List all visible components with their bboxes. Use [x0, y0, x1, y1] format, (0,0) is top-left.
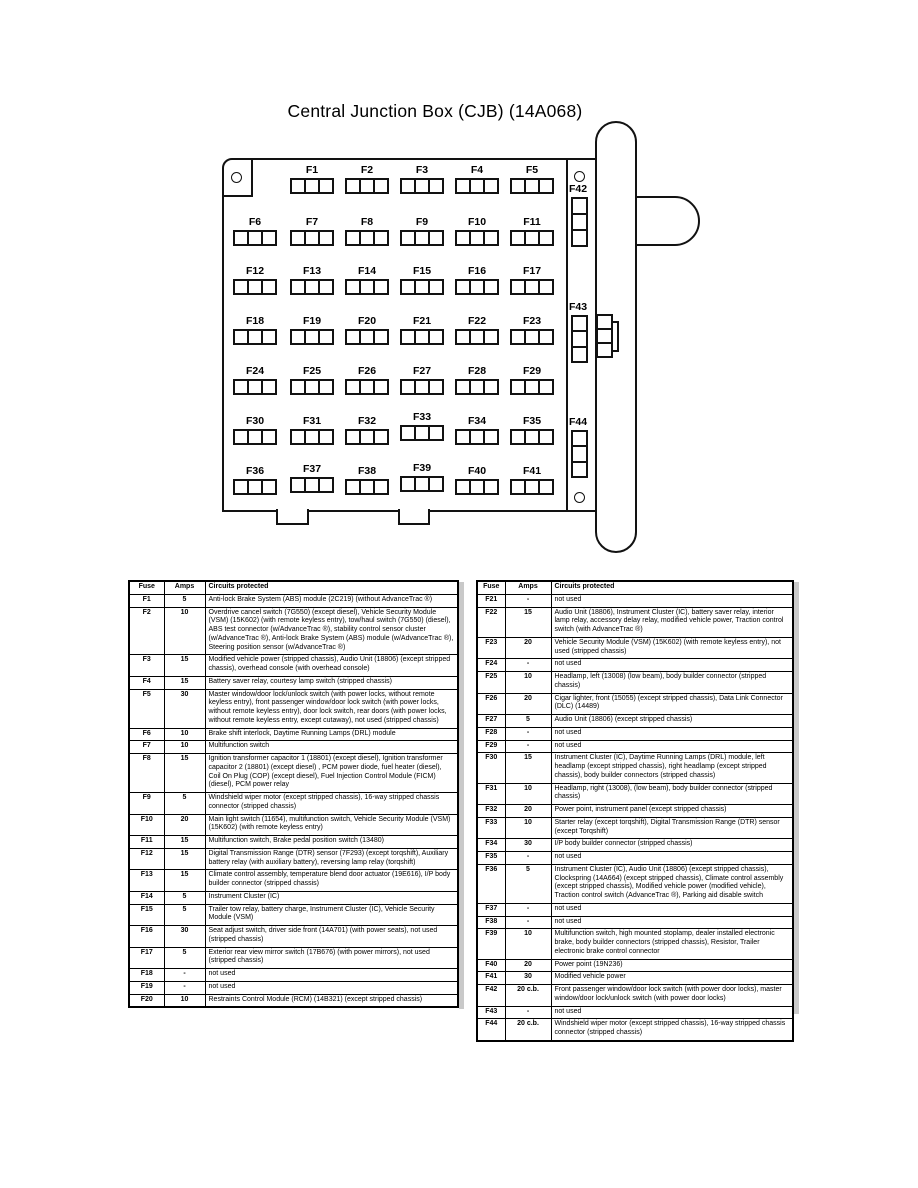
- amps-cell: 15: [164, 676, 205, 689]
- circuits-cell: Multifunction switch, Brake pedal position switch (13480): [205, 836, 458, 849]
- table-row: [129, 947, 458, 969]
- column-header-fuse: Fuse: [129, 581, 164, 594]
- circuits-cell: Audio Unit (18806) (except stripped chassis): [551, 715, 793, 728]
- circuits-cell: Front passenger window/door lock switch (with power door locks), master window/door lock/unlock switch (with power door locks): [551, 985, 793, 1007]
- table-row: [129, 607, 458, 655]
- fuse-label-F10: F10: [467, 216, 487, 228]
- fuse-table-right: [476, 580, 794, 1042]
- fuse-F43: [571, 315, 588, 363]
- table-row: [477, 1019, 793, 1041]
- fuse-F32: [345, 429, 389, 445]
- fuse-id-cell: F10: [129, 814, 164, 836]
- fuse-label-F8: F8: [360, 216, 374, 228]
- fuse-label-F16: F16: [467, 265, 487, 277]
- fuse-F10: [455, 230, 499, 246]
- fuse-id-cell: F6: [129, 728, 164, 741]
- fuse-F22: [455, 329, 499, 345]
- table-row: [477, 864, 793, 903]
- fuse-label-F4: F4: [470, 164, 484, 176]
- amps-cell: -: [505, 1006, 551, 1019]
- amps-cell: 20: [505, 959, 551, 972]
- fuse-F6: [233, 230, 277, 246]
- table-row: [477, 594, 793, 607]
- table-row: [477, 817, 793, 839]
- amps-cell: -: [164, 981, 205, 994]
- fuse-label-F40: F40: [467, 465, 487, 477]
- fuse-F25: [290, 379, 334, 395]
- amps-cell: 20: [505, 637, 551, 659]
- amps-cell: 10: [164, 607, 205, 655]
- amps-cell: 5: [505, 864, 551, 903]
- fuse-label-F13: F13: [302, 265, 322, 277]
- fuse-F5: [510, 178, 554, 194]
- fuse-label-F15: F15: [412, 265, 432, 277]
- circuits-cell: Exterior rear view mirror switch (17B676) (with power mirrors), not used (stripped chassis): [205, 947, 458, 969]
- fuse-id-cell: F40: [477, 959, 505, 972]
- circuits-cell: not used: [551, 659, 793, 672]
- circuits-cell: Master window/door lock/unlock switch (with power locks, without remote keyless entry), front passenger window/door lock switch (with power locks, without remote keyless entry), door lock switch, rear doors (with power locks, without remote keyless entry, except cutaway), not used (stripped chassis): [205, 689, 458, 728]
- fuse-F9: [400, 230, 444, 246]
- fuse-label-F26: F26: [357, 365, 377, 377]
- fuse-id-cell: F19: [129, 981, 164, 994]
- fuse-label-F33: F33: [412, 411, 432, 423]
- amps-cell: 10: [164, 994, 205, 1007]
- fuse-label-F2: F2: [360, 164, 374, 176]
- amps-cell: 5: [505, 715, 551, 728]
- fuse-F18: [233, 329, 277, 345]
- fuse-id-cell: F31: [477, 783, 505, 805]
- amps-cell: 15: [505, 753, 551, 783]
- amps-cell: 30: [505, 972, 551, 985]
- amps-cell: -: [505, 852, 551, 865]
- amps-cell: 10: [505, 783, 551, 805]
- circuits-cell: Main light switch (11654), multifunction switch, Vehicle Security Module (VSM) (15K602) (with remote keyless entry): [205, 814, 458, 836]
- circuits-cell: not used: [551, 916, 793, 929]
- amps-cell: 30: [505, 839, 551, 852]
- table-row: [129, 676, 458, 689]
- amps-cell: 20 c.b.: [505, 985, 551, 1007]
- fuse-id-cell: F20: [129, 994, 164, 1007]
- table-row: [129, 870, 458, 892]
- table-row: [129, 969, 458, 982]
- column-header-amps: Amps: [505, 581, 551, 594]
- fuse-id-cell: F5: [129, 689, 164, 728]
- table-row: [129, 754, 458, 793]
- fuse-id-cell: F44: [477, 1019, 505, 1041]
- fuse-id-cell: F26: [477, 693, 505, 715]
- fuse-id-cell: F9: [129, 793, 164, 815]
- table-row: [477, 805, 793, 818]
- circuits-cell: Headlamp, right (13008), (low beam), body builder connector (stripped chassis): [551, 783, 793, 805]
- circuits-cell: Seat adjust switch, driver side front (14A701) (with power seats), not used (stripped chassis): [205, 926, 458, 948]
- fuse-label-F11: F11: [523, 216, 541, 228]
- circuits-cell: not used: [551, 1006, 793, 1019]
- fuse-F30: [233, 429, 277, 445]
- mounting-hole: [231, 172, 242, 183]
- table-row: [129, 836, 458, 849]
- circuits-cell: Overdrive cancel switch (7G550) (except diesel), Vehicle Security Module (VSM) (15K602) (with remote keyless entry), tow/haul switch (7G550) (diesel), ABS test connector (w/AdvanceTrac ®), stability control sensor cluster (w/AdvanceTrac ®), Anti-lock Brake System (ABS) module (w/AdvanceTrac ®), Steering position sensor (w/AdvanceTrac ®): [205, 607, 458, 655]
- table-row: [477, 637, 793, 659]
- table-row: [477, 839, 793, 852]
- column-header-circuits-protected: Circuits protected: [205, 581, 458, 594]
- fuse-F3: [400, 178, 444, 194]
- circuits-cell: Multifunction switch, high mounted stoplamp, dealer installed electronic brake, body builder connectors (stripped chassis), Resistor, Trailer electronic brake control connector: [551, 929, 793, 959]
- table-row: [129, 741, 458, 754]
- fuse-label-F35: F35: [522, 415, 542, 427]
- fuse-F38: [345, 479, 389, 495]
- fuse-F41: [510, 479, 554, 495]
- table-row: [129, 814, 458, 836]
- fuse-id-cell: F13: [129, 870, 164, 892]
- fuse-F35: [510, 429, 554, 445]
- fuse-label-F34: F34: [467, 415, 487, 427]
- fuse-label-F38: F38: [357, 465, 377, 477]
- fuse-F19: [290, 329, 334, 345]
- fuse-label-F31: F31: [302, 415, 322, 427]
- fuse-id-cell: F30: [477, 753, 505, 783]
- fuse-F39: [400, 476, 444, 492]
- fuse-id-cell: F34: [477, 839, 505, 852]
- fuse-F28: [455, 379, 499, 395]
- amps-cell: 20 c.b.: [505, 1019, 551, 1041]
- fuse-id-cell: F4: [129, 676, 164, 689]
- circuits-cell: Instrument Cluster (IC), Audio Unit (18806) (except stripped chassis), Clockspring (14A664) (except stripped chassis), Climate control assembly (except stripped chassis), Modified vehicle power (modified vehicle), Traction control switch (AdvanceTrac ®), Parking aid disable switch: [551, 864, 793, 903]
- fuse-label-F30: F30: [245, 415, 265, 427]
- circuits-cell: not used: [551, 594, 793, 607]
- table-row: [477, 972, 793, 985]
- table-row: [129, 994, 458, 1007]
- table-row: [477, 959, 793, 972]
- fuse-label-F17: F17: [522, 265, 542, 277]
- fuse-id-cell: F29: [477, 740, 505, 753]
- amps-cell: 30: [164, 926, 205, 948]
- fuse-F12: [233, 279, 277, 295]
- table-row: [477, 753, 793, 783]
- fuse-label-F21: F21: [412, 315, 432, 327]
- table-row: [477, 916, 793, 929]
- circuits-cell: Windshield wiper motor (except stripped chassis), 16-way stripped chassis connector (stripped chassis): [205, 793, 458, 815]
- circuits-cell: Trailer tow relay, battery charge, Instrument Cluster (IC), Vehicle Security Module (VSM): [205, 904, 458, 926]
- fuse-F20: [345, 329, 389, 345]
- fuse-F7: [290, 230, 334, 246]
- circuits-cell: Cigar lighter, front (15055) (except stripped chassis), Data Link Connector (DLC) (14489): [551, 693, 793, 715]
- fuse-F11: [510, 230, 554, 246]
- column-header-amps: Amps: [164, 581, 205, 594]
- amps-cell: 10: [505, 672, 551, 694]
- amps-cell: 15: [164, 870, 205, 892]
- amps-cell: 15: [164, 836, 205, 849]
- fuse-id-cell: F25: [477, 672, 505, 694]
- amps-cell: -: [164, 969, 205, 982]
- fuse-F15: [400, 279, 444, 295]
- amps-cell: 15: [164, 754, 205, 793]
- fuse-F24: [233, 379, 277, 395]
- fuse-label-F18: F18: [245, 315, 265, 327]
- fuse-label-F12: F12: [245, 265, 265, 277]
- fuse-id-cell: F38: [477, 916, 505, 929]
- table-row: [477, 715, 793, 728]
- amps-cell: -: [505, 740, 551, 753]
- circuits-cell: not used: [551, 740, 793, 753]
- fuse-id-cell: F27: [477, 715, 505, 728]
- table-row: [477, 1006, 793, 1019]
- table-row: [477, 903, 793, 916]
- table-row: [129, 981, 458, 994]
- circuits-cell: I/P body builder connector (stripped chassis): [551, 839, 793, 852]
- table-row: [477, 740, 793, 753]
- fuse-label-F39: F39: [412, 462, 432, 474]
- amps-cell: -: [505, 727, 551, 740]
- fuse-F44: [571, 430, 588, 478]
- fuse-label-F29: F29: [522, 365, 542, 377]
- amps-cell: 30: [164, 689, 205, 728]
- circuits-cell: not used: [205, 969, 458, 982]
- fuse-F27: [400, 379, 444, 395]
- fuse-label-F25: F25: [302, 365, 322, 377]
- fuse-F1: [290, 178, 334, 194]
- fuse-label-F23: F23: [522, 315, 542, 327]
- fuse-label-F3: F3: [415, 164, 429, 176]
- fuse-id-cell: F11: [129, 836, 164, 849]
- fuse-id-cell: F7: [129, 741, 164, 754]
- circuits-cell: Multifunction switch: [205, 741, 458, 754]
- circuits-cell: not used: [205, 981, 458, 994]
- circuits-cell: Starter relay (except torqshift), Digital Transmission Range (DTR) sensor (except Torqshift): [551, 817, 793, 839]
- circuits-cell: Instrument Cluster (IC): [205, 891, 458, 904]
- table-row: [477, 783, 793, 805]
- fuse-id-cell: F18: [129, 969, 164, 982]
- fuse-label-F32: F32: [357, 415, 377, 427]
- fuse-id-cell: F14: [129, 891, 164, 904]
- table-row: [477, 607, 793, 637]
- fuse-F37: [290, 477, 334, 493]
- fuse-label-F9: F9: [415, 216, 429, 228]
- amps-cell: 5: [164, 891, 205, 904]
- bottom-notch: [398, 509, 430, 525]
- circuits-cell: Instrument Cluster (IC), Daytime Running Lamps (DRL) module, left headlamp (except stripped chassis), right headlamp (except stripped chassis), body builder connectors (stripped chassis): [551, 753, 793, 783]
- fuse-label-F19: F19: [302, 315, 322, 327]
- fuse-F23: [510, 329, 554, 345]
- amps-cell: 5: [164, 904, 205, 926]
- fuse-label-F1: F1: [305, 164, 319, 176]
- table-row: [129, 594, 458, 607]
- bottom-notch: [276, 509, 309, 525]
- fuse-id-cell: F8: [129, 754, 164, 793]
- fusebox-inner-divider: [566, 160, 568, 510]
- circuits-cell: not used: [551, 903, 793, 916]
- circuits-cell: Audio Unit (18806), Instrument Cluster (IC), battery saver relay, interior lamp relay, accessory delay relay, modified vehicle power, Traction control switch (with AdvanceTrac ®): [551, 607, 793, 637]
- connector-latch: [596, 314, 613, 358]
- fuse-label-F22: F22: [467, 315, 487, 327]
- table-shadow: [794, 582, 799, 1014]
- fuse-id-cell: F24: [477, 659, 505, 672]
- table-row: [129, 793, 458, 815]
- circuits-cell: Vehicle Security Module (VSM) (15K602) (with remote keyless entry), not used (stripped chassis): [551, 637, 793, 659]
- fuse-F4: [455, 178, 499, 194]
- fuse-F26: [345, 379, 389, 395]
- circuits-cell: Modified vehicle power: [551, 972, 793, 985]
- circuits-cell: Restraints Control Module (RCM) (14B321) (except stripped chassis): [205, 994, 458, 1007]
- table-row: [129, 689, 458, 728]
- table-row: [129, 728, 458, 741]
- side-tab-shape: [634, 196, 700, 246]
- fuse-F14: [345, 279, 389, 295]
- circuits-cell: not used: [551, 852, 793, 865]
- column-header-circuits-protected: Circuits protected: [551, 581, 793, 594]
- fuse-label-F44: F44: [569, 416, 588, 428]
- amps-cell: 10: [164, 728, 205, 741]
- table-row: [477, 672, 793, 694]
- fuse-F31: [290, 429, 334, 445]
- amps-cell: 5: [164, 793, 205, 815]
- fuse-label-F6: F6: [248, 216, 262, 228]
- column-header-fuse: Fuse: [477, 581, 505, 594]
- fuse-label-F20: F20: [357, 315, 377, 327]
- mounting-hole: [574, 492, 585, 503]
- fuse-F34: [455, 429, 499, 445]
- table-header-row: [477, 581, 793, 594]
- table-row: [477, 929, 793, 959]
- table-row: [477, 727, 793, 740]
- circuits-cell: Power point, instrument panel (except stripped chassis): [551, 805, 793, 818]
- fuse-F17: [510, 279, 554, 295]
- fuse-label-F24: F24: [245, 365, 265, 377]
- circuits-cell: Anti-lock Brake System (ABS) module (2C219) (without AdvanceTrac ®): [205, 594, 458, 607]
- fuse-F40: [455, 479, 499, 495]
- amps-cell: 15: [505, 607, 551, 637]
- fuse-id-cell: F43: [477, 1006, 505, 1019]
- circuits-cell: Headlamp, left (13008) (low beam), body builder connector (stripped chassis): [551, 672, 793, 694]
- circuits-cell: Climate control assembly, temperature blend door actuator (19E616), I/P body builder connector (stripped chassis): [205, 870, 458, 892]
- circuits-cell: not used: [551, 727, 793, 740]
- circuits-cell: Modified vehicle power (stripped chassis), Audio Unit (18806) (except stripped chassis), overhead console (with overhead console): [205, 655, 458, 677]
- fuse-id-cell: F41: [477, 972, 505, 985]
- amps-cell: -: [505, 594, 551, 607]
- fuse-label-F27: F27: [412, 365, 432, 377]
- table-row: [477, 693, 793, 715]
- amps-cell: -: [505, 903, 551, 916]
- fuse-F8: [345, 230, 389, 246]
- table-shadow: [459, 582, 464, 1009]
- table-row: [477, 659, 793, 672]
- circuits-cell: Brake shift interlock, Daytime Running Lamps (DRL) module: [205, 728, 458, 741]
- fuse-id-cell: F33: [477, 817, 505, 839]
- fuse-label-F5: F5: [525, 164, 539, 176]
- fuse-F36: [233, 479, 277, 495]
- table-row: [477, 985, 793, 1007]
- fuse-label-F14: F14: [357, 265, 377, 277]
- fuse-F13: [290, 279, 334, 295]
- fuse-F21: [400, 329, 444, 345]
- fuse-id-cell: F37: [477, 903, 505, 916]
- fuse-id-cell: F23: [477, 637, 505, 659]
- table-row: [129, 655, 458, 677]
- fuse-table-left: [128, 580, 459, 1008]
- amps-cell: -: [505, 916, 551, 929]
- fuse-label-F36: F36: [245, 465, 265, 477]
- amps-cell: 20: [505, 805, 551, 818]
- page-title: Central Junction Box (CJB) (14A068): [287, 101, 583, 121]
- fuse-label-F28: F28: [467, 365, 487, 377]
- circuits-cell: Power point (19N236): [551, 959, 793, 972]
- circuits-cell: Battery saver relay, courtesy lamp switch (stripped chassis): [205, 676, 458, 689]
- fuse-label-F43: F43: [569, 301, 588, 313]
- fuse-id-cell: F12: [129, 848, 164, 870]
- table-row: [129, 848, 458, 870]
- circuits-cell: Ignition transformer capacitor 1 (18801) (except diesel), Ignition transformer capacitor 2 (18801) (except diesel) , PCM power diode, fuel heater (diesel), Coil On Plug (COP) (except diesel), Fuel Injection Control Module (FICM) (diesel), PCM power relay: [205, 754, 458, 793]
- circuits-cell: Windshield wiper motor (except stripped chassis), 16-way stripped chassis connector (stripped chassis): [551, 1019, 793, 1041]
- amps-cell: -: [505, 659, 551, 672]
- fuse-id-cell: F1: [129, 594, 164, 607]
- fuse-id-cell: F36: [477, 864, 505, 903]
- fuse-id-cell: F32: [477, 805, 505, 818]
- fuse-id-cell: F15: [129, 904, 164, 926]
- amps-cell: 10: [505, 817, 551, 839]
- amps-cell: 5: [164, 594, 205, 607]
- amps-cell: 5: [164, 947, 205, 969]
- fuse-F42: [571, 197, 588, 247]
- fuse-id-cell: F21: [477, 594, 505, 607]
- amps-cell: 20: [164, 814, 205, 836]
- table-row: [129, 904, 458, 926]
- fuse-F29: [510, 379, 554, 395]
- amps-cell: 15: [164, 848, 205, 870]
- table-row: [129, 926, 458, 948]
- fuse-id-cell: F16: [129, 926, 164, 948]
- fuse-F2: [345, 178, 389, 194]
- fuse-label-F37: F37: [302, 463, 322, 475]
- fuse-id-cell: F22: [477, 607, 505, 637]
- amps-cell: 15: [164, 655, 205, 677]
- fuse-label-F41: F41: [522, 465, 542, 477]
- fuse-F33: [400, 425, 444, 441]
- fuse-id-cell: F3: [129, 655, 164, 677]
- fuse-id-cell: F39: [477, 929, 505, 959]
- amps-cell: 10: [164, 741, 205, 754]
- fuse-label-F42: F42: [569, 183, 588, 195]
- fuse-F16: [455, 279, 499, 295]
- table-header-row: [129, 581, 458, 594]
- fuse-id-cell: F28: [477, 727, 505, 740]
- fuse-id-cell: F2: [129, 607, 164, 655]
- fuse-id-cell: F42: [477, 985, 505, 1007]
- amps-cell: 10: [505, 929, 551, 959]
- mounting-hole: [574, 171, 585, 182]
- fuse-id-cell: F17: [129, 947, 164, 969]
- fuse-id-cell: F35: [477, 852, 505, 865]
- circuits-cell: Digital Transmission Range (DTR) sensor (7F293) (except torqshift), Auxiliary battery relay (with auxiliary battery), reversing lamp relay (torqshift): [205, 848, 458, 870]
- table-row: [129, 891, 458, 904]
- table-row: [477, 852, 793, 865]
- amps-cell: 20: [505, 693, 551, 715]
- fuse-label-F7: F7: [305, 216, 319, 228]
